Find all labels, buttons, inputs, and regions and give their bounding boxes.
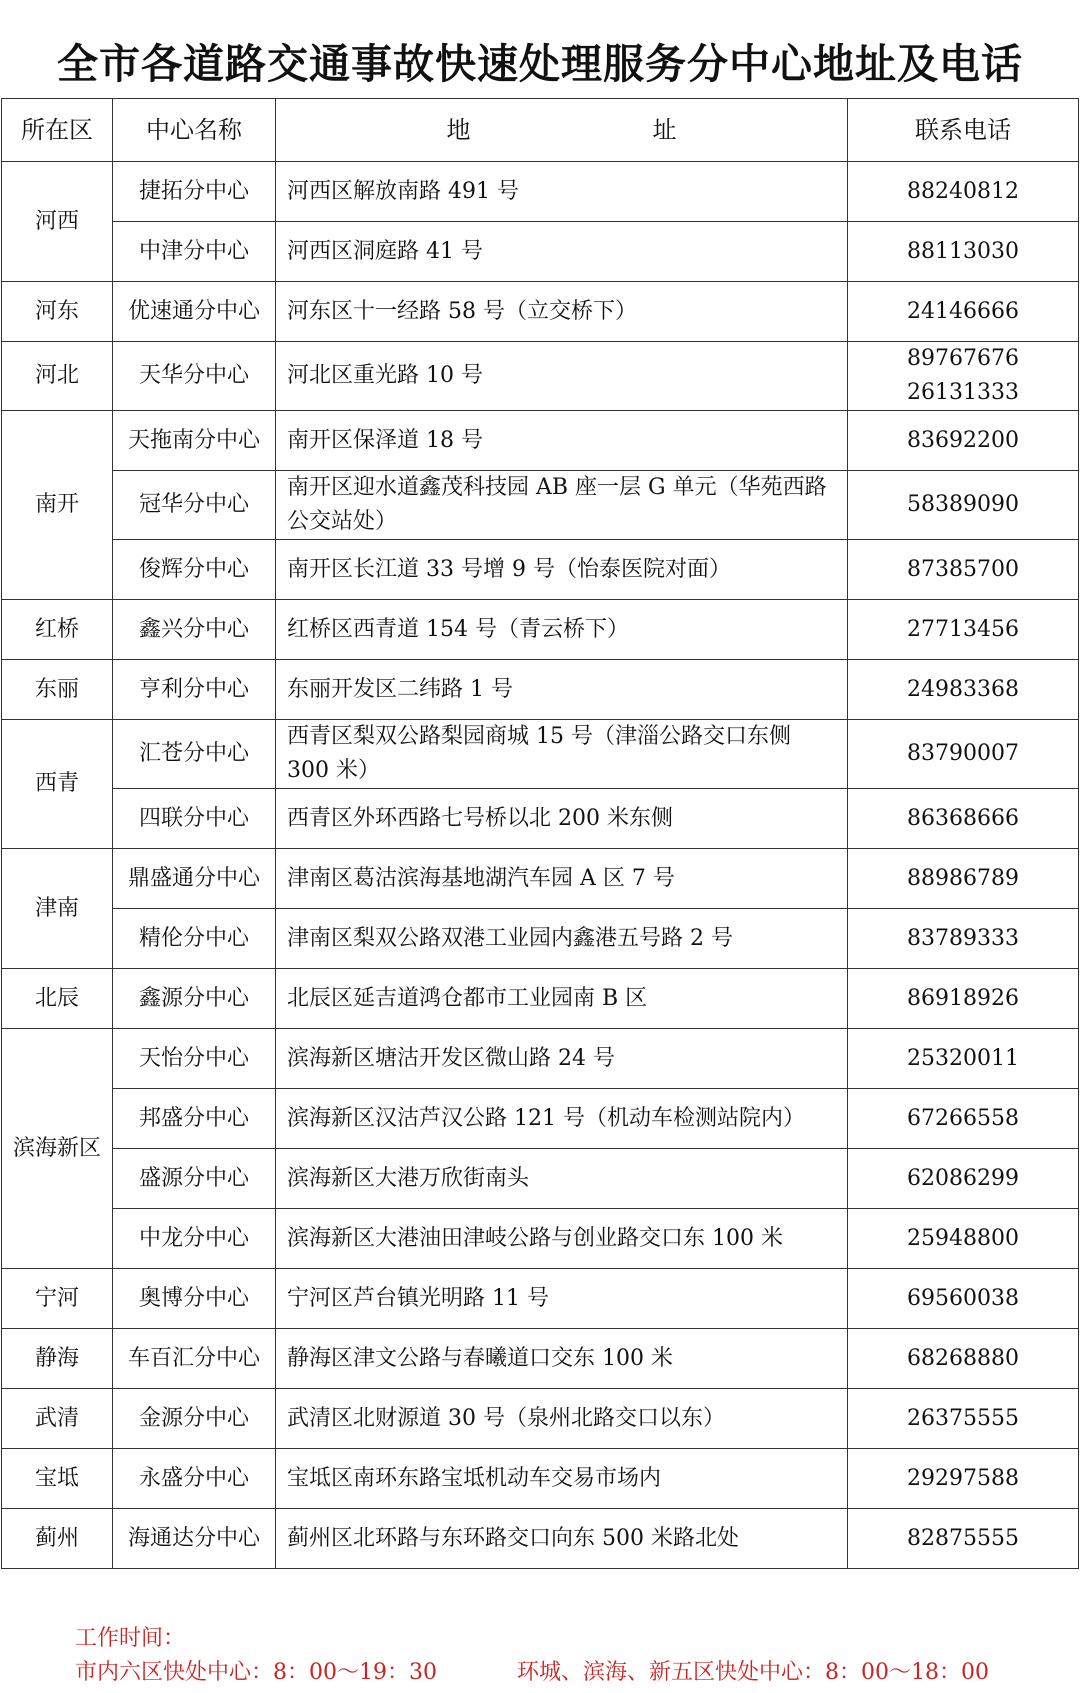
phone-cell <box>848 720 1079 789</box>
center-name-cell: 优速通分中心 <box>113 282 276 342</box>
phone-cell <box>848 849 1079 909</box>
phone-cell <box>848 1269 1079 1329</box>
district-cell: 西青 <box>2 720 113 849</box>
center-name-cell: 天拖南分中心 <box>113 411 276 471</box>
center-name-cell: 鑫源分中心 <box>113 969 276 1029</box>
phone-number: 69560038 <box>907 1285 1019 1311</box>
table-row <box>2 1389 1079 1449</box>
phone-cell <box>848 540 1079 600</box>
address-cell: 武清区北财源道 30 号（泉州北路交口以东） <box>276 1389 848 1449</box>
header-address-a: 地 <box>446 116 471 144</box>
address-cell: 河西区洞庭路 41 号 <box>276 222 848 282</box>
address-cell: 南开区长江道 33 号增 9 号（怡泰医院对面） <box>276 540 848 600</box>
address-cell: 南开区迎水道鑫茂科技园 AB 座一层 G 单元（华苑西路公交站处） <box>276 471 848 540</box>
phone-number: 86918926 <box>907 985 1019 1011</box>
header-center: 中心名称 <box>113 99 276 162</box>
center-name-cell: 冠华分中心 <box>113 471 276 540</box>
hours-outer-districts: 环城、滨海、新五区快处中心：8：00～18：00 <box>516 1660 989 1685</box>
center-name-cell: 捷拓分中心 <box>113 162 276 222</box>
table-body <box>2 162 1079 1569</box>
phone-number: 87385700 <box>907 556 1019 582</box>
table-row <box>2 660 1079 720</box>
table-row <box>2 1509 1079 1569</box>
district-cell: 东丽 <box>2 660 113 720</box>
phone-number: 24983368 <box>907 676 1019 702</box>
table-row <box>2 969 1079 1029</box>
center-name-cell: 盛源分中心 <box>113 1149 276 1209</box>
phone-number: 83789333 <box>907 925 1019 951</box>
center-name-cell: 汇苍分中心 <box>113 720 276 789</box>
center-name-cell: 鑫兴分中心 <box>113 600 276 660</box>
district-cell: 南开 <box>2 411 113 600</box>
table-row <box>2 1209 1079 1269</box>
district-cell: 津南 <box>2 849 113 969</box>
center-name-cell: 亨利分中心 <box>113 660 276 720</box>
header-address-b: 址 <box>652 116 677 144</box>
address-cell: 西青区梨双公路梨园商城 15 号（津淄公路交口东侧 300 米） <box>276 720 848 789</box>
address-cell: 滨海新区大港油田津岐公路与创业路交口东 100 米 <box>276 1209 848 1269</box>
address-cell: 宁河区芦台镇光明路 11 号 <box>276 1269 848 1329</box>
table-row <box>2 1089 1079 1149</box>
phone-number: 62086299 <box>907 1165 1019 1191</box>
phone-cell <box>848 1329 1079 1389</box>
phone-cell <box>848 342 1079 411</box>
phone-cell <box>848 600 1079 660</box>
phone-number: 25948800 <box>907 1225 1019 1251</box>
service-center-table <box>1 98 1079 1569</box>
address-cell: 东丽开发区二纬路 1 号 <box>276 660 848 720</box>
center-name-cell: 金源分中心 <box>113 1389 276 1449</box>
phone-cell <box>848 411 1079 471</box>
table-row <box>2 849 1079 909</box>
center-name-cell: 精伦分中心 <box>113 909 276 969</box>
center-name-cell: 车百汇分中心 <box>113 1329 276 1389</box>
district-cell: 宁河 <box>2 1269 113 1329</box>
phone-number: 82875555 <box>907 1525 1019 1551</box>
table-row <box>2 789 1079 849</box>
phone-cell <box>848 1449 1079 1509</box>
address-cell: 蓟州区北环路与东环路交口向东 500 米路北处 <box>276 1509 848 1569</box>
table-row <box>2 540 1079 600</box>
phone-cell <box>848 660 1079 720</box>
header-address <box>276 99 848 162</box>
district-cell: 河北 <box>2 342 113 411</box>
phone-cell <box>848 1509 1079 1569</box>
phone-number: 88986789 <box>907 865 1019 891</box>
header-district: 所在区 <box>2 99 113 162</box>
table-header-row <box>2 99 1079 162</box>
address-cell: 河西区解放南路 491 号 <box>276 162 848 222</box>
table-row <box>2 1149 1079 1209</box>
address-cell: 津南区梨双公路双港工业园内鑫港五号路 2 号 <box>276 909 848 969</box>
address-cell: 滨海新区汉沽芦汉公路 121 号（机动车检测站院内） <box>276 1089 848 1149</box>
table-row <box>2 1029 1079 1089</box>
phone-number: 68268880 <box>907 1345 1019 1371</box>
phone-number: 29297588 <box>907 1465 1019 1491</box>
address-cell: 宝坻区南环东路宝坻机动车交易市场内 <box>276 1449 848 1509</box>
phone-number: 86368666 <box>907 805 1019 831</box>
address-cell: 津南区葛沽滨海基地湖汽车园 A 区 7 号 <box>276 849 848 909</box>
district-cell: 武清 <box>2 1389 113 1449</box>
district-cell: 红桥 <box>2 600 113 660</box>
table-row <box>2 342 1079 411</box>
phone-cell <box>848 1089 1079 1149</box>
phone-cell <box>848 222 1079 282</box>
phone-cell <box>848 969 1079 1029</box>
center-name-cell: 天华分中心 <box>113 342 276 411</box>
working-hours <box>75 1622 1075 1690</box>
phone-number: 88113030 <box>907 238 1019 264</box>
address-cell: 滨海新区塘沽开发区微山路 24 号 <box>276 1029 848 1089</box>
center-name-cell: 中津分中心 <box>113 222 276 282</box>
address-cell: 南开区保泽道 18 号 <box>276 411 848 471</box>
table-row <box>2 162 1079 222</box>
phone-cell <box>848 162 1079 222</box>
table-row <box>2 1329 1079 1389</box>
phone-number: 25320011 <box>907 1045 1019 1071</box>
working-hours-label: 工作时间： <box>75 1626 186 1651</box>
table-row <box>2 222 1079 282</box>
phone-cell <box>848 909 1079 969</box>
phone-number: 27713456 <box>907 616 1019 642</box>
district-cell: 静海 <box>2 1329 113 1389</box>
table-row <box>2 471 1079 540</box>
district-cell: 滨海新区 <box>2 1029 113 1269</box>
center-name-cell: 天怡分中心 <box>113 1029 276 1089</box>
phone-number: 26131333 <box>907 380 1019 405</box>
address-cell: 红桥区西青道 154 号（青云桥下） <box>276 600 848 660</box>
phone-cell <box>848 282 1079 342</box>
table-row <box>2 411 1079 471</box>
district-cell: 蓟州 <box>2 1509 113 1569</box>
phone-number: 24146666 <box>907 298 1019 324</box>
center-name-cell: 奥博分中心 <box>113 1269 276 1329</box>
center-name-cell: 四联分中心 <box>113 789 276 849</box>
address-cell: 河北区重光路 10 号 <box>276 342 848 411</box>
table-row <box>2 600 1079 660</box>
hours-city-six-districts: 市内六区快处中心：8：00～19：30 <box>75 1660 437 1685</box>
table-row <box>2 909 1079 969</box>
phone-number: 83790007 <box>907 741 1019 766</box>
district-cell: 宝坻 <box>2 1449 113 1509</box>
phone-cell <box>848 1029 1079 1089</box>
phone-cell <box>848 471 1079 540</box>
district-cell: 河东 <box>2 282 113 342</box>
center-name-cell: 邦盛分中心 <box>113 1089 276 1149</box>
table-row <box>2 720 1079 789</box>
district-cell: 北辰 <box>2 969 113 1029</box>
phone-number: 67266558 <box>907 1105 1019 1131</box>
center-name-cell: 海通达分中心 <box>113 1509 276 1569</box>
address-cell: 河东区十一经路 58 号（立交桥下） <box>276 282 848 342</box>
center-name-cell: 鼎盛通分中心 <box>113 849 276 909</box>
address-cell: 北辰区延吉道鸿仓都市工业园南 B 区 <box>276 969 848 1029</box>
phone-cell <box>848 1389 1079 1449</box>
page-title: 全市各道路交通事故快速处理服务分中心地址及电话 <box>57 40 1023 88</box>
address-cell: 西青区外环西路七号桥以北 200 米东侧 <box>276 789 848 849</box>
header-phone: 联系电话 <box>848 99 1079 162</box>
address-cell: 静海区津文公路与春曦道口交东 100 米 <box>276 1329 848 1389</box>
phone-number: 88240812 <box>907 178 1019 204</box>
table-row <box>2 1449 1079 1509</box>
center-name-cell: 中龙分中心 <box>113 1209 276 1269</box>
phone-number: 89767676 <box>907 346 1019 371</box>
phone-number: 58389090 <box>907 492 1019 517</box>
phone-cell <box>848 1209 1079 1269</box>
table-row <box>2 282 1079 342</box>
center-name-cell: 俊辉分中心 <box>113 540 276 600</box>
phone-number: 83692200 <box>907 427 1019 453</box>
address-cell: 滨海新区大港万欣街南头 <box>276 1149 848 1209</box>
phone-cell <box>848 789 1079 849</box>
center-name-cell: 永盛分中心 <box>113 1449 276 1509</box>
table-row <box>2 1269 1079 1329</box>
phone-cell <box>848 1149 1079 1209</box>
phone-number: 26375555 <box>907 1405 1019 1431</box>
district-cell: 河西 <box>2 162 113 282</box>
